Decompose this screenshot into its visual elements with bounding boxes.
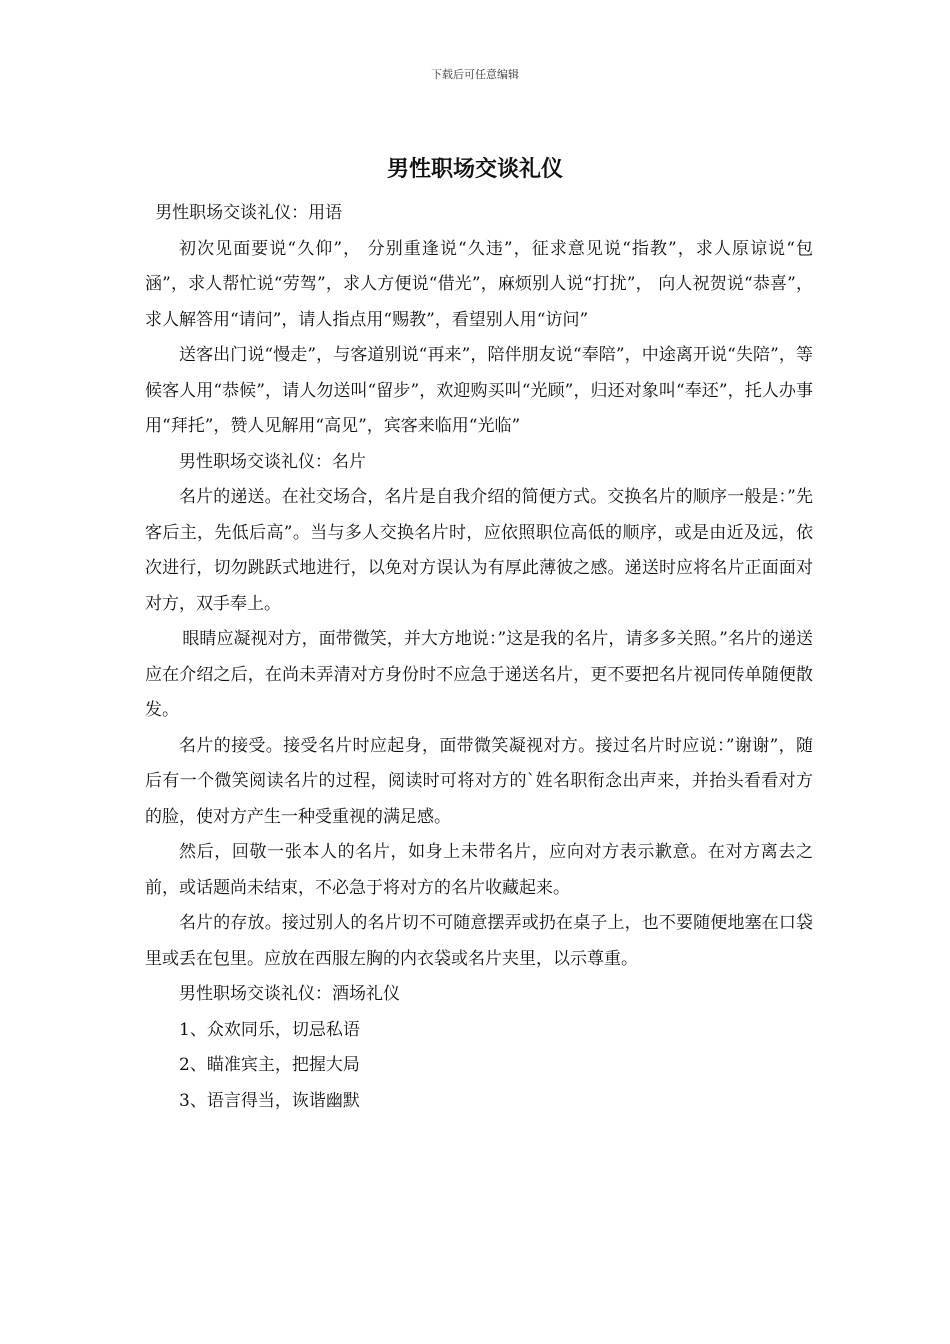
paragraph-card-receiving: 名片的接受。接受名片时应起身，面带微笑凝视对方。接过名片时应说：”谢谢”，随后有一个微笑阅读名片的过程，阅读时可将对方的`姓名职衔念出声来，并抬头看看对方的脸，使对方产生一种受重视的满足感。 — [145, 735, 813, 827]
paragraph-card-delivery: 名片的递送。在社交场合，名片是自我介绍的简便方式。交换名片的顺序一般是：”先客后主，先低后高”。当与多人交换名片时，应依照职位高低的顺序，或是由近及远，依次进行，切勿跳跃式地进行，以免对方误认为有厚此薄彼之感。递送时应将名片正面面对对方，双手奉上。 — [145, 487, 813, 614]
paragraph-farewells: 送客出门说“慢走”，与客道别说“再来”，陪伴朋友说“奉陪”，中途离开说“失陪”，等候客人用“恭候”，请人勿送叫“留步”，欢迎购买叫“光顾”，归还对象叫“奉还”，托人办事用“拜托”，赞人见解用“高见”，宾客来临用“光临” — [145, 345, 813, 436]
header-note: 下载后可任意编辑 — [431, 68, 519, 81]
paragraph-greetings: 初次见面要说“久仰”， 分别重逢说“久违”，征求意见说“指教”，求人原谅说“包涵”，求人帮忙说“劳驾”，求人方便说“借光”，麻烦别人说“打扰”， 向人祝贺说“恭喜”，求人解答用“请问”，请人指点用“赐教”，看望别人用“访问” — [145, 238, 813, 330]
paragraph-card-storage: 名片的存放。接过别人的名片切不可随意摆弄或扔在桌子上，也不要随便地塞在口袋里或丢在包里。应放在西服左胸的内衣袋或名片夹里，以示尊重。 — [145, 913, 813, 969]
list-item: 3、语言得当，诙谐幽默 — [179, 1090, 360, 1111]
document-title: 男性职场交谈礼仪 — [386, 157, 563, 182]
section-heading-banquet: 男性职场交谈礼仪：酒场礼仪 — [179, 984, 400, 1004]
section-heading-business-card: 男性职场交谈礼仪：名片 — [179, 451, 366, 472]
list-item: 2、瞄准宾主，把握大局 — [179, 1055, 360, 1075]
list-item: 1、众欢同乐，切忌私语 — [179, 1019, 360, 1040]
paragraph-card-eye-contact: 眼睛应凝视对方，面带微笑，并大方地说：”这是我的名片，请多多关照。”名片的递送应在介绍之后，在尚未弄清对方身份时不应急于递送名片，更不要把名片视同传单随便散发。 — [145, 629, 813, 720]
document-body — [145, 196, 813, 1119]
section-heading-phrases: 男性职场交谈礼仪：用语 — [155, 203, 343, 223]
paragraph-card-return: 然后，回敬一张本人的名片，如身上未带名片，应向对方表示歉意。在对方离去之前，或话题尚未结束，不必急于将对方的名片收藏起来。 — [145, 842, 813, 898]
